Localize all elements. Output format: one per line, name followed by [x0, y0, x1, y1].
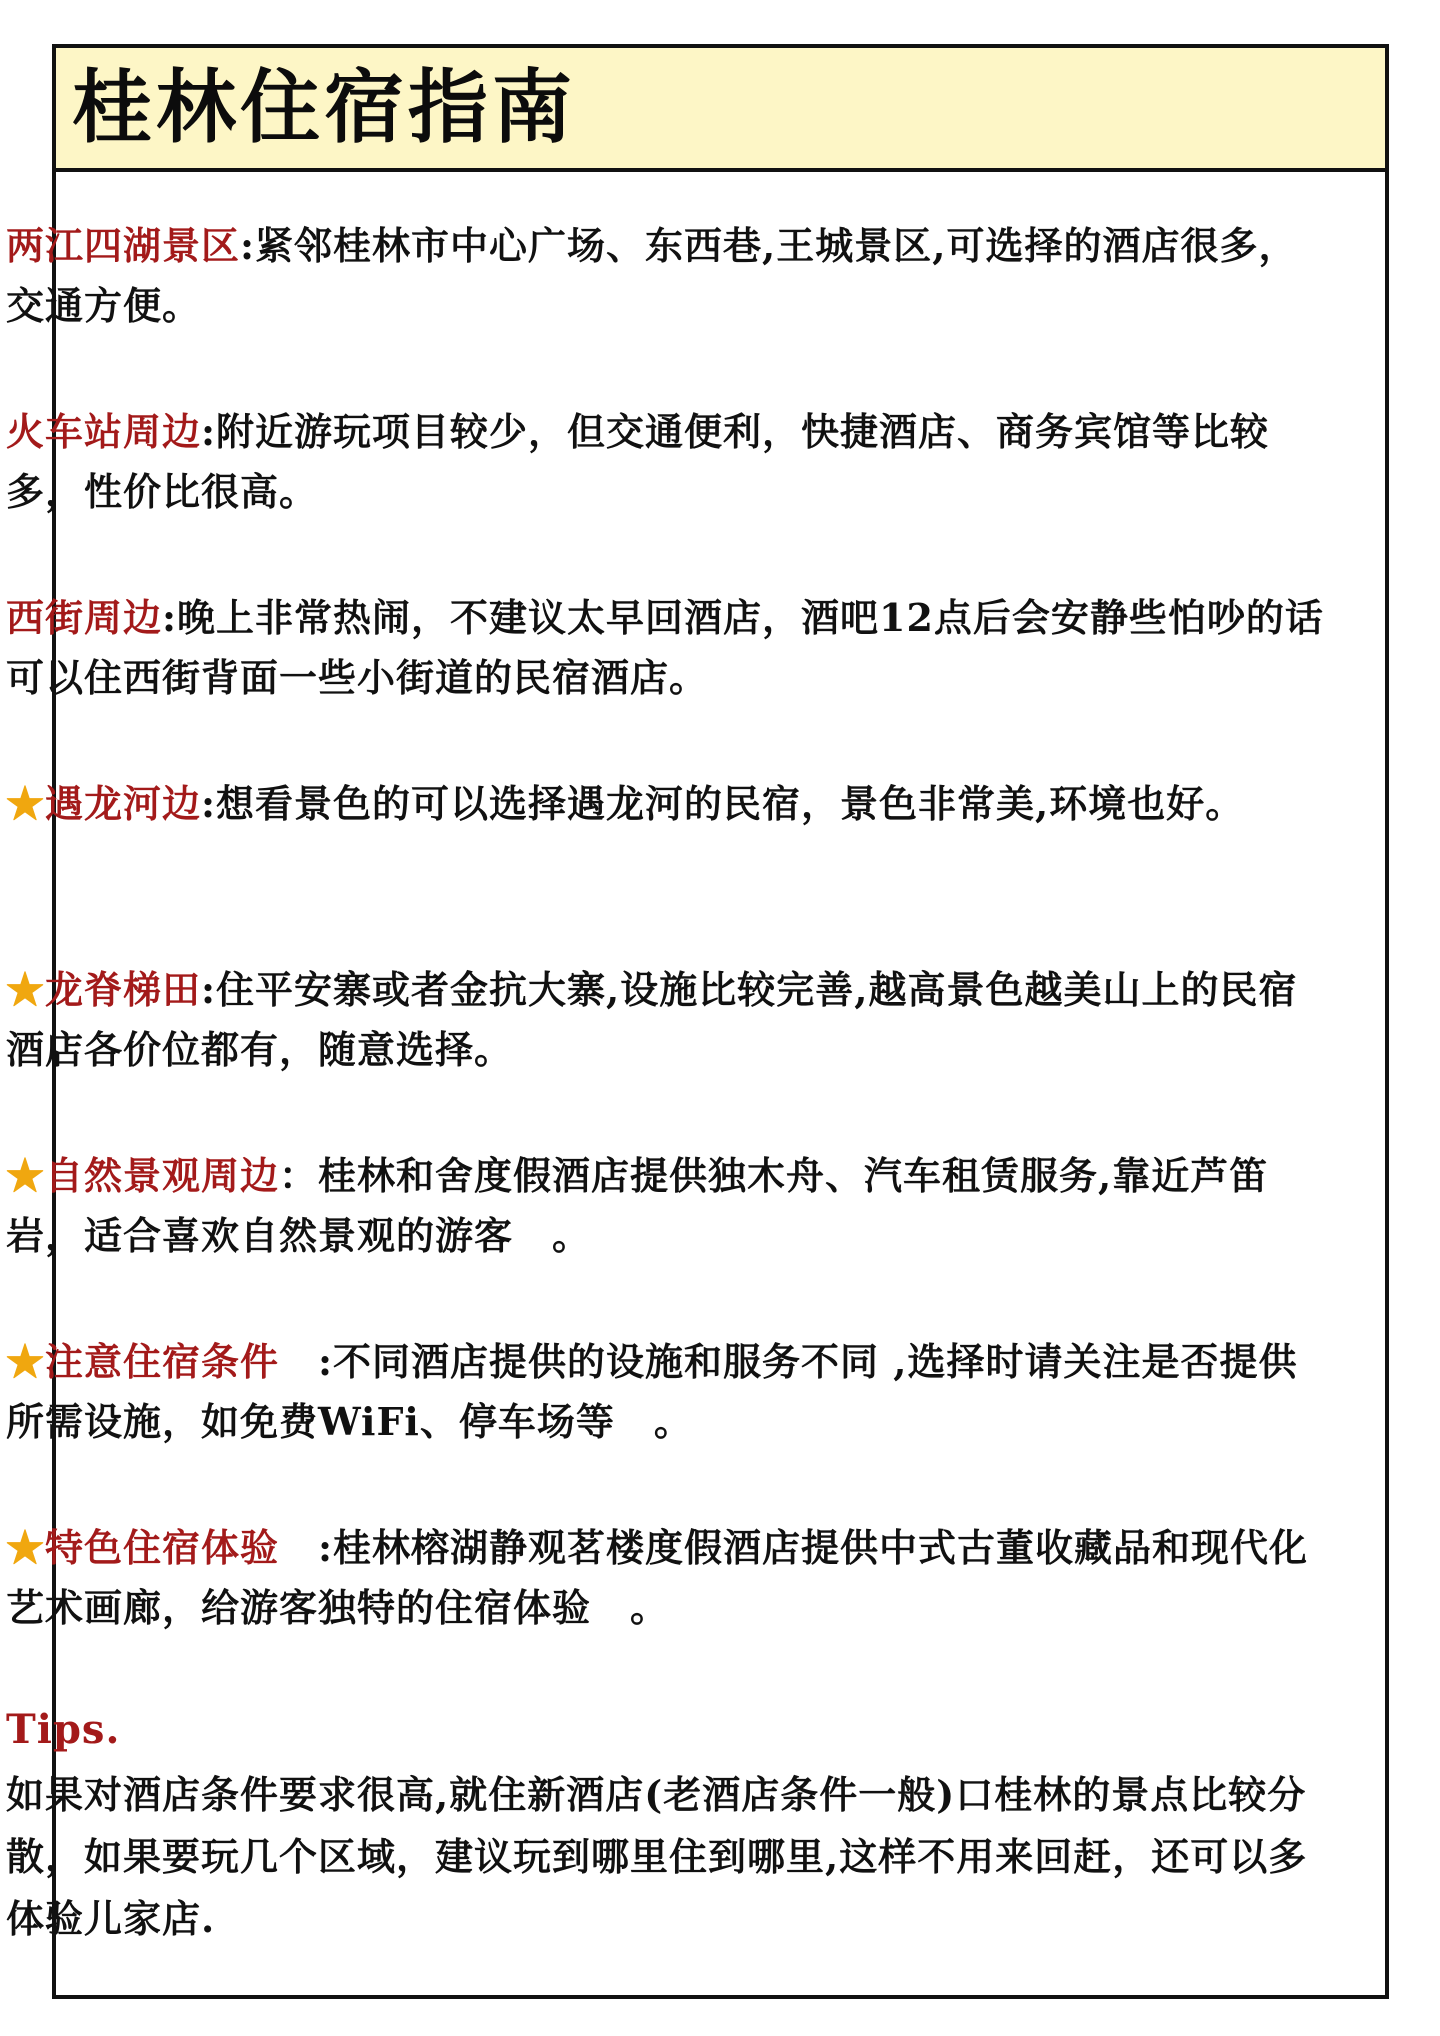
entry-label: 自然景观周边 — [45, 1153, 280, 1198]
entry-liangjiang-sihu — [6, 216, 1334, 336]
entry-text: :住平安寨或者金抗大寨,设施比较完善,越高景色越美山上的民宿酒店各价位都有，随意选择。 — [6, 967, 1298, 1072]
entry-lodging-conditions — [6, 1332, 1334, 1452]
entry-label: 火车站周边 — [6, 409, 202, 454]
entry-label: 遇龙河边 — [45, 781, 202, 826]
entry-text: :想看景色的可以选择遇龙河的民宿，景色非常美,环境也好。 — [201, 781, 1245, 826]
entry-west-street — [6, 588, 1334, 708]
star-icon: ★ — [6, 1339, 46, 1384]
entry-label: 两江四湖景区 — [6, 223, 241, 268]
entry-text: :晚上非常热闹，不建议太早回酒店，酒吧12点后会安静些怕吵的话可以住西街背面一些小街道的民宿酒店。 — [6, 595, 1324, 700]
entry-text: :桂林榕湖静观茗楼度假酒店提供中式古董收藏品和现代化艺术画廊，给游客独特的住宿体验 。 — [6, 1525, 1309, 1630]
star-icon: ★ — [6, 1525, 46, 1570]
entry-text: :不同酒店提供的设施和服务不同 ,选择时请关注是否提供所需设施，如免费WiFi、停车场等 。 — [6, 1339, 1298, 1444]
entry-label: 龙脊梯田 — [45, 967, 202, 1012]
entry-text: ：桂林和舍度假酒店提供独木舟、汽车租赁服务,靠近芦笛岩，适合喜欢自然景观的游客 。 — [6, 1153, 1269, 1258]
tips-heading: Tips. — [6, 1706, 121, 1753]
page-title: 桂林住宿指南 — [72, 61, 576, 154]
tips-text: 如果对酒店条件要求很高,就住新酒店(老酒店条件一般)口桂林的景点比较分散，如果要玩几个区域，建议玩到哪里住到哪里,这样不用来回赶，还可以多体验儿家店. — [6, 1772, 1308, 1941]
entry-label: 注意住宿条件 — [45, 1339, 280, 1384]
star-icon: ★ — [6, 1153, 46, 1198]
star-icon: ★ — [6, 781, 46, 826]
entry-label: 特色住宿体验 — [45, 1525, 280, 1570]
entry-yulong-river — [6, 774, 1334, 834]
entry-train-station — [6, 402, 1334, 522]
entry-special-experience — [6, 1518, 1334, 1638]
entry-text: :附近游玩项目较少，但交通便利，快捷酒店、商务宾馆等比较多，性价比很高。 — [6, 409, 1270, 514]
title-bar — [56, 48, 1385, 172]
entry-natural-scenery — [6, 1146, 1334, 1266]
entry-text: :紧邻桂林市中心广场、东西巷,王城景区,可选择的酒店很多，交通方便。 — [6, 223, 1298, 328]
entry-longji-terraces — [6, 960, 1334, 1080]
entry-label: 西街周边 — [6, 595, 163, 640]
star-icon: ★ — [6, 967, 46, 1012]
